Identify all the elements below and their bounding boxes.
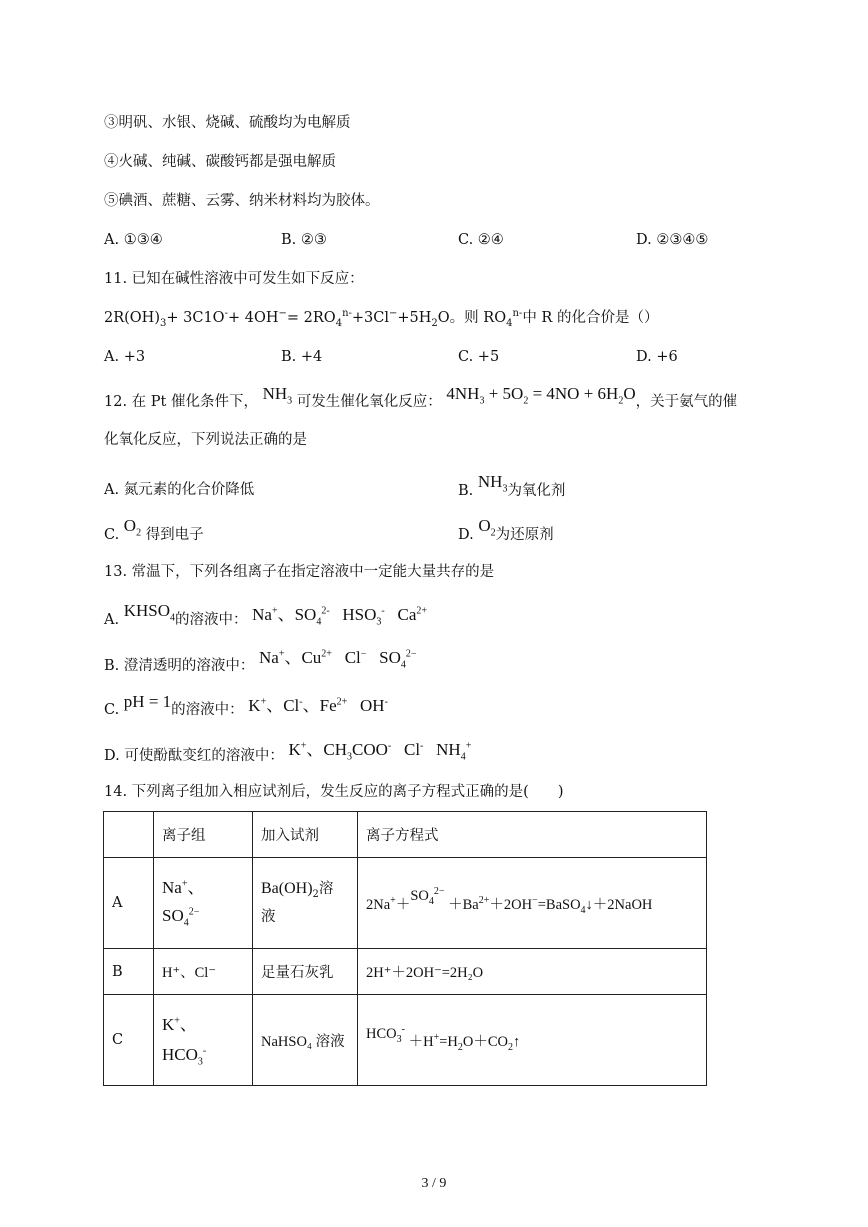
q13-c-letter: C.: [104, 702, 120, 718]
q13-option-b: [104, 648, 417, 676]
q12-option-a: A. 氮元素的化合价降低: [104, 482, 255, 498]
q12-equation: $4NH_3 + 5O_2 = 4NO + 6H_2O$: [446, 384, 636, 407]
q13-a-letter: A.: [104, 612, 120, 628]
q13-option-c: [104, 692, 388, 720]
q11-option-b: B. +4: [281, 349, 323, 365]
page-number: 3 / 9: [421, 1176, 447, 1191]
table-row: [104, 949, 707, 995]
q12-option-d-letter: D.: [458, 527, 474, 543]
q12-stem-a: 12. 在 Pt 催化条件下，: [104, 394, 258, 410]
q13-a-ions: Na+、$SO_4^{2-}$ $HSO_3^-$ $Ca^{2+}$: [252, 605, 428, 628]
q13-c-text: 的溶液中：: [171, 702, 244, 718]
q11-equation: $2R(OH)_3+ 3C1O^-+ 4OH^-= 2RO_4^{n-}+3Cl^-+5H_2O$。则 $RO_4^{n-}$中 R 的化合价是（）: [104, 308, 659, 329]
statement-3: ③明矾、水银、烧碱、硫酸均为电解质: [104, 115, 351, 131]
header-cell-ions: 离子组: [154, 812, 253, 858]
header-cell-blank: [104, 812, 154, 858]
q14-stem: 14. 下列离子组加入相应试剂后，发生反应的离子方程式正确的是( ): [104, 784, 564, 800]
q12-option-b-formula: $NH_3$: [477, 472, 508, 495]
q10-option-a: A. ①③④: [104, 232, 163, 248]
q12-option-d: [458, 516, 554, 545]
q12-option-b: [458, 472, 566, 501]
q11-question: 中 R 的化合价是（）: [522, 310, 659, 326]
q13-a-text: 的溶液中：: [175, 612, 248, 628]
row-b-reagent: 足量石灰乳: [253, 949, 358, 995]
q13-b-text: B. 澄清透明的溶液中：: [104, 658, 255, 674]
row-a-label: A: [104, 858, 154, 949]
q11-option-a: A. +3: [104, 349, 146, 365]
row-c-equation: $HCO_3^-$ $+H^+=H_2O+CO_2↑$: [358, 995, 707, 1086]
table-header-row: [104, 812, 707, 858]
q13-c-ions: K+、Cl-、$Fe^{2+}$ OH-: [248, 696, 388, 715]
q12-nh3-formula: $NH_3$: [262, 384, 293, 407]
row-b-equation: 2H⁺＋2OH⁻=2H₂O: [358, 949, 707, 995]
statement-4: ④火碱、纯碱、碳酸钙都是强电解质: [104, 154, 336, 170]
q13-option-a: [104, 601, 428, 630]
row-b-label: B: [104, 949, 154, 995]
q11-option-c: C. +5: [458, 349, 500, 365]
q12-option-c-letter: C.: [104, 527, 120, 543]
row-b-ions: H⁺、Cl⁻: [154, 949, 253, 995]
header-cell-equation: 离子方程式: [358, 812, 707, 858]
q12-option-d-text: 为还原剂: [495, 527, 554, 543]
q13-stem: 13. 常温下，下列各组离子在指定溶液中一定能大量共存的是: [104, 564, 495, 580]
q13-b-ions: Na+、$Cu^{2+}$ Cl− $SO_4^{2-}$: [258, 648, 417, 671]
q13-d-text: D. 可使酚酞变红的溶液中：: [104, 748, 284, 764]
q12-stem-d: 化氧化反应，下列说法正确的是: [104, 432, 307, 448]
row-c-label: C: [104, 995, 154, 1086]
q12-option-c-formula: $O_2$: [123, 516, 142, 539]
q11-stem: 11. 已知在碱性溶液中可发生如下反应：: [104, 271, 364, 287]
row-a-equation: $2Na^++SO_4^{2-}$ $+Ba^{2+}+2OH^-=BaSO_4↓+2NaOH$: [358, 858, 707, 949]
table-row: [104, 995, 707, 1086]
row-c-ions: K+、 $HCO_3^-$: [154, 995, 253, 1086]
q12-stem-line1: [104, 384, 738, 412]
q12-option-b-letter: B.: [458, 483, 474, 499]
q14-table: [103, 811, 707, 1086]
q10-option-b: B. ②③: [281, 232, 327, 248]
q13-c-ph: pH = 1: [123, 692, 172, 711]
q10-option-d: D. ②③④⑤: [636, 232, 709, 248]
q11-eq-prefix: 2R(OH): [104, 310, 160, 326]
row-a-ions: Na+、 $SO_4^{2-}$: [154, 858, 253, 949]
q12-stem-c: ，关于氨气的催: [635, 394, 738, 410]
row-c-reagent: NaHSO₄ 溶液: [253, 995, 358, 1086]
table-row: [104, 858, 707, 949]
q12-option-b-text: 为氧化剂: [507, 483, 566, 499]
q13-option-d: [104, 740, 472, 766]
q10-option-c: C. ②④: [458, 232, 504, 248]
q12-option-c: [104, 516, 204, 545]
statement-5: ⑤碘酒、蔗糖、云雾、纳米材料均为胶体。: [104, 193, 380, 209]
q13-a-khso4: $KHSO_4$: [123, 601, 175, 624]
q13-d-ions: K+、$CH_3COO^-$ Cl- $NH_4^+$: [288, 740, 472, 763]
q12-stem-b: 可发生催化氧化反应：: [296, 394, 442, 410]
row-a-reagent: $Ba(OH)_2$溶 液: [253, 858, 358, 949]
header-cell-reagent: 加入试剂: [253, 812, 358, 858]
q11-option-d: D. +6: [636, 349, 678, 365]
q12-option-c-text: 得到电子: [145, 527, 204, 543]
q12-option-d-formula: $O_2$: [478, 516, 496, 539]
